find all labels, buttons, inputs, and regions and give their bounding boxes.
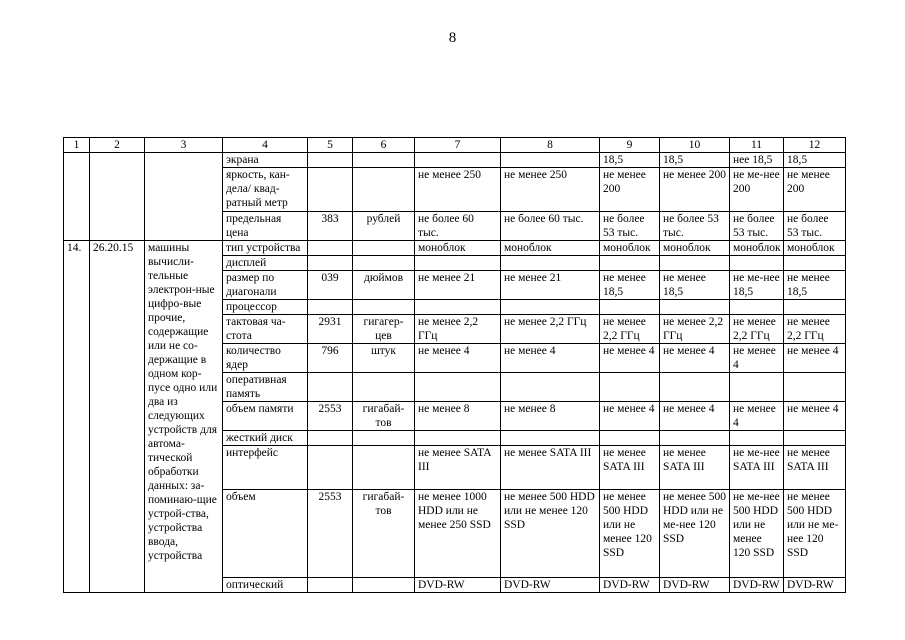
cell-c10 — [660, 300, 730, 315]
cell-c12: не менее 2,2 ГГц — [784, 315, 846, 344]
cell-c12: не менее 18,5 — [784, 271, 846, 300]
cell-c8: DVD-RW — [501, 578, 600, 593]
cell-c10 — [660, 373, 730, 402]
cell-c8 — [501, 256, 600, 271]
cell-c7: DVD-RW — [415, 578, 501, 593]
cell-c11 — [730, 300, 784, 315]
cell-c12: моноблок — [784, 241, 846, 256]
column-number-row — [64, 138, 846, 153]
cell-c10: не менее 200 — [660, 168, 730, 212]
cell-c12 — [784, 373, 846, 402]
cell-c11: не менее 2,2 ГГц — [730, 315, 784, 344]
cell-c5 — [308, 168, 353, 212]
cell-c6 — [353, 431, 415, 446]
cell-c8 — [501, 153, 600, 168]
cell-c7: не менее 1000 HDD или не менее 250 SSD — [415, 490, 501, 578]
cell-c12: не менее 4 — [784, 402, 846, 431]
cell-c6 — [353, 153, 415, 168]
column-number-4: 4 — [223, 138, 308, 153]
cell-c7: моноблок — [415, 241, 501, 256]
cell-c7: не менее 2,2 ГГц — [415, 315, 501, 344]
cell-c9 — [600, 373, 660, 402]
cell-c6: гигагер-цев — [353, 315, 415, 344]
cell-c4: дисплей — [223, 256, 308, 271]
page-number: 8 — [448, 30, 457, 46]
cell-c10: не более 53 тыс. — [660, 212, 730, 241]
cell-c5 — [308, 256, 353, 271]
cell-c5: 2553 — [308, 402, 353, 431]
cell-c5: 796 — [308, 344, 353, 373]
cell-c9: моноблок — [600, 241, 660, 256]
cell-c9: не менее SATA III — [600, 446, 660, 490]
column-number-5: 5 — [308, 138, 353, 153]
cell-c5 — [308, 373, 353, 402]
column-number-6: 6 — [353, 138, 415, 153]
cell-c12: не менее 4 — [784, 344, 846, 373]
cell-c8: не более 60 тыс. — [501, 212, 600, 241]
cell-c8 — [501, 300, 600, 315]
table-row — [64, 241, 846, 256]
column-number-11: 11 — [730, 138, 784, 153]
cell-c7: не менее 4 — [415, 344, 501, 373]
cell-c6 — [353, 256, 415, 271]
column-number-2: 2 — [90, 138, 145, 153]
cell-c11: не ме-нее 500 HDD или не менее 120 SSD — [730, 490, 784, 578]
cell-c5: 039 — [308, 271, 353, 300]
cell-c7: не менее 21 — [415, 271, 501, 300]
cell-c11 — [730, 431, 784, 446]
cell-c8 — [501, 373, 600, 402]
cell-c12: не менее SATA III — [784, 446, 846, 490]
cell-c6 — [353, 373, 415, 402]
cell-c6: гигабай-тов — [353, 490, 415, 578]
cell-c4: яркость, кан-дела/ квад-ратный метр — [223, 168, 308, 212]
item-code: 26.20.15 — [90, 241, 145, 593]
cell-c9: не менее 4 — [600, 402, 660, 431]
column-number-10: 10 — [660, 138, 730, 153]
cell-c5: 2931 — [308, 315, 353, 344]
cell-c7: не менее 250 — [415, 168, 501, 212]
cell-c12: 18,5 — [784, 153, 846, 168]
cell-c8: не менее 500 HDD или не менее 120 SSD — [501, 490, 600, 578]
cell-c7 — [415, 153, 501, 168]
cell-c10: не менее 18,5 — [660, 271, 730, 300]
cell-c9 — [600, 256, 660, 271]
cell-c8: не менее 8 — [501, 402, 600, 431]
cell-c6 — [353, 241, 415, 256]
cell-c4: размер по диагонали — [223, 271, 308, 300]
cell-c10: не менее SATA III — [660, 446, 730, 490]
cell-c11: не ме-нее SATA III — [730, 446, 784, 490]
cell-c12: не более 53 тыс. — [784, 212, 846, 241]
cell-c7: не более 60 тыс. — [415, 212, 501, 241]
column-number-9: 9 — [600, 138, 660, 153]
cell-c9: не менее 500 HDD или не менее 120 SSD — [600, 490, 660, 578]
cell-c11 — [730, 256, 784, 271]
cell-c7: не менее SATA III — [415, 446, 501, 490]
cell-c11: не менее 4 — [730, 344, 784, 373]
column-number-7: 7 — [415, 138, 501, 153]
cell-c9 — [600, 300, 660, 315]
cell-c6 — [353, 300, 415, 315]
cell-c10: не менее 500 HDD или не ме-нее 120 SSD — [660, 490, 730, 578]
cell-c4: оперативная память — [223, 373, 308, 402]
table-row — [64, 153, 846, 168]
column-number-12: 12 — [784, 138, 846, 153]
cell-c4: тактовая ча-стота — [223, 315, 308, 344]
cell-c11: нее 18,5 — [730, 153, 784, 168]
cell-c10: не менее 2,2 ГГц — [660, 315, 730, 344]
cell-c5 — [308, 300, 353, 315]
cell-c12: не менее 500 HDD или не ме-нее 120 SSD — [784, 490, 846, 578]
cell-c7 — [415, 373, 501, 402]
cell-c5 — [308, 578, 353, 593]
cell-c6: рублей — [353, 212, 415, 241]
cell-c7: не менее 8 — [415, 402, 501, 431]
cell-c6: дюймов — [353, 271, 415, 300]
cell-c4: экрана — [223, 153, 308, 168]
cell-c9: DVD-RW — [600, 578, 660, 593]
cell-c7 — [415, 256, 501, 271]
cell-c8: не менее SATA III — [501, 446, 600, 490]
cell-c8: не менее 21 — [501, 271, 600, 300]
table-body — [64, 138, 846, 593]
cell-c5: 383 — [308, 212, 353, 241]
cell-c6 — [353, 168, 415, 212]
column-number-3: 3 — [145, 138, 223, 153]
cell-c5: 2553 — [308, 490, 353, 578]
cell-c11: DVD-RW — [730, 578, 784, 593]
cell-c4: процессор — [223, 300, 308, 315]
cell-c7 — [415, 300, 501, 315]
cell-c11: моноблок — [730, 241, 784, 256]
cell-c8: не менее 2,2 ГГц — [501, 315, 600, 344]
cell-c12: DVD-RW — [784, 578, 846, 593]
cell-c5 — [308, 241, 353, 256]
item-name: машины вычисли-тельные электрон-ные цифро-вые прочие, содержащие или не со-держащие в одном кор-пусе одно или два из следующих устройств для автома-тической обработки данных: за-поминаю-щие устрой-ства, устройства ввода, устройства — [145, 241, 223, 593]
cell-c4: объем памяти — [223, 402, 308, 431]
column-number-1: 1 — [64, 138, 90, 153]
cell-c9: не менее 2,2 ГГц — [600, 315, 660, 344]
cell-c4: оптический — [223, 578, 308, 593]
cell-c11 — [730, 373, 784, 402]
cell-c10: не менее 4 — [660, 344, 730, 373]
specification-table — [63, 137, 846, 593]
cell-c8: моноблок — [501, 241, 600, 256]
cell-c5 — [308, 446, 353, 490]
cell-c4: предельная цена — [223, 212, 308, 241]
item-number: 14. — [64, 241, 90, 593]
cell-c10 — [660, 256, 730, 271]
column-number-8: 8 — [501, 138, 600, 153]
cell-c10 — [660, 431, 730, 446]
cell-c10: 18,5 — [660, 153, 730, 168]
cell-c9: не менее 200 — [600, 168, 660, 212]
cell-c8: не менее 250 — [501, 168, 600, 212]
cell-c11: не ме-нее 200 — [730, 168, 784, 212]
cell-c4: количество ядер — [223, 344, 308, 373]
continuation-col-1 — [64, 153, 90, 241]
cell-c9: не менее 4 — [600, 344, 660, 373]
continuation-col-3 — [145, 153, 223, 241]
cell-c10: моноблок — [660, 241, 730, 256]
cell-c12 — [784, 431, 846, 446]
cell-c6 — [353, 446, 415, 490]
cell-c4: объем — [223, 490, 308, 578]
cell-c11: не более 53 тыс. — [730, 212, 784, 241]
cell-c7 — [415, 431, 501, 446]
cell-c12 — [784, 300, 846, 315]
cell-c4: интерфейс — [223, 446, 308, 490]
cell-c9: не менее 18,5 — [600, 271, 660, 300]
cell-c6: гигабай-тов — [353, 402, 415, 431]
cell-c9: не более 53 тыс. — [600, 212, 660, 241]
cell-c8: не менее 4 — [501, 344, 600, 373]
cell-c12 — [784, 256, 846, 271]
cell-c11: не ме-нее 18,5 — [730, 271, 784, 300]
continuation-col-2 — [90, 153, 145, 241]
cell-c6 — [353, 578, 415, 593]
cell-c11: не менее 4 — [730, 402, 784, 431]
cell-c6: штук — [353, 344, 415, 373]
cell-c12: не менее 200 — [784, 168, 846, 212]
cell-c4: жесткий диск — [223, 431, 308, 446]
cell-c10: не менее 4 — [660, 402, 730, 431]
cell-c9: 18,5 — [600, 153, 660, 168]
cell-c5 — [308, 431, 353, 446]
cell-c9 — [600, 431, 660, 446]
cell-c10: DVD-RW — [660, 578, 730, 593]
cell-c4: тип устройства — [223, 241, 308, 256]
cell-c8 — [501, 431, 600, 446]
cell-c5 — [308, 153, 353, 168]
